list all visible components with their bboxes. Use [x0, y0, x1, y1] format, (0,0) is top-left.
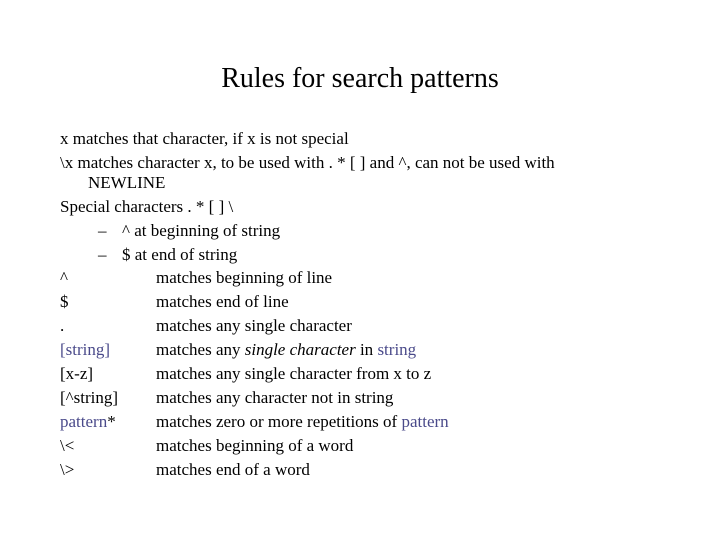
rule-escaped-char: \x matches character x, to be used with . * [ ] and ^, can not be used with	[60, 153, 555, 172]
desc-part: matches zero or more repetitions of	[156, 412, 402, 431]
desc-highlight: pattern	[401, 412, 449, 431]
rule-pattern: [string]	[60, 340, 111, 359]
special-characters-line: Special characters . * [ ] \	[60, 197, 234, 216]
rule-description: matches end of line	[156, 292, 289, 311]
rule-description	[156, 411, 449, 433]
pattern-highlight: pattern	[60, 412, 108, 431]
rule-pattern: \>	[60, 460, 75, 479]
rule-pattern: .	[60, 316, 65, 335]
desc-highlight: string	[377, 340, 417, 359]
desc-part: in	[355, 340, 378, 359]
dash-bullet: –	[98, 245, 107, 264]
special-sub-item-caret	[98, 220, 280, 242]
rule-pattern: [^string]	[60, 388, 119, 407]
special-sub-item-dollar	[98, 244, 237, 266]
rule-pattern	[60, 411, 116, 433]
sub-item-text: ^ at beginning of string	[122, 221, 281, 240]
rule-pattern: \<	[60, 436, 75, 455]
desc-part: matches any	[156, 340, 245, 359]
pattern-part: *	[107, 412, 116, 431]
rule-description	[156, 339, 416, 361]
rule-description: matches end of a word	[156, 460, 310, 479]
rule-description: matches any single character	[156, 316, 352, 335]
slide-title: Rules for search patterns	[221, 63, 499, 94]
rule-description: matches any single character from x to z	[156, 364, 432, 383]
rule-literal-char: x matches that character, if x is not special	[60, 129, 349, 148]
rule-description: matches any character not in string	[156, 388, 394, 407]
rule-pattern: $	[60, 292, 69, 311]
rule-description: matches beginning of a word	[156, 436, 354, 455]
rule-pattern: [x-z]	[60, 364, 94, 383]
rule-escaped-char-continued: NEWLINE	[88, 173, 166, 192]
desc-emphasis: single character	[244, 340, 356, 359]
dash-bullet: –	[98, 221, 107, 240]
rule-description: matches beginning of line	[156, 268, 333, 287]
sub-item-text: $ at end of string	[122, 245, 238, 264]
rule-pattern: ^	[60, 268, 68, 287]
